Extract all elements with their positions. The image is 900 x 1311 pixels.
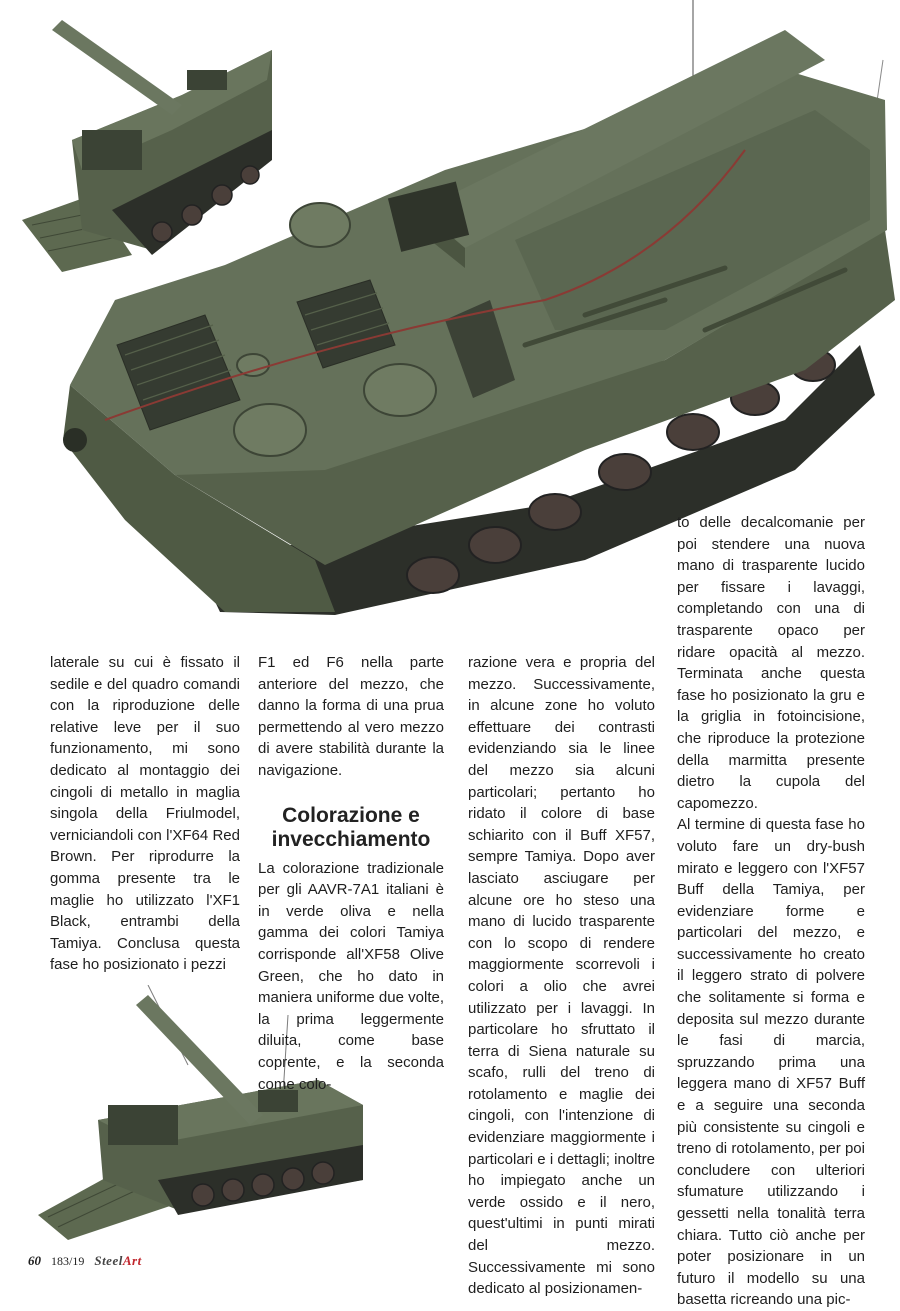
top-left-vehicle-photo <box>22 10 280 272</box>
column-4-paragraph-1: to delle decalcomanie per poi stendere una nuova mano di trasparente lucido per fissare i lavaggi, completando con una di trasparente opaco per ridare opacità al mezzo. Terminata anche questa fase ho posizionato la gru e la griglia in fotoincisione, che riproduce la protezione della marmitta presente dietro la cupola del capomezzo. <box>677 514 865 812</box>
text-column-3 <box>468 652 655 1300</box>
column-4-paragraph-2: Al termine di questa fase ho voluto fare un dry-bush mirato e leggero con l'XF57 Buff della Tamiya, per evidenziare forme e particolari del mezzo, e successivamente ho creato il leggero strato di polvere che solitamente si forma e deposita sul mezzo durante le fasi di marcia, spruzzando prima una leggera mano di XF57 Buff e a seguire una seconda più consistente su cingoli e treno di rotolamento, per poi concludere con ulteriori sfumature utilizzando i gessetti nella tonalità terra chiara. Tutto ciò anche per poter posizionare in un futuro il modello su una basetta ricreando una pic- <box>677 816 865 1309</box>
page-footer <box>28 1252 142 1270</box>
page-number: 60 <box>28 1253 41 1268</box>
issue-number: 183/19 <box>51 1253 85 1268</box>
text-column-1 <box>50 652 240 976</box>
column-1-paragraph: laterale su cui è fissato il sedile e del quadro comandi con la riproduzione delle relative leve per il suo funzionamento, mi sono dedicato al montaggio dei cingoli di metallo in maglia singola della Friulmodel, verniciandoli con l'XF64 Red Brown. Per riprodurre la gomma presente tra le maglie ho utilizzato l'XF1 Black, entrambi della Tamiya. Conclusa questa fase ho posizionato i pezzi <box>50 654 240 974</box>
column-2-paragraph-2: La colorazione tradizionale per gli AAVR-7A1 italiani è in verde oliva e nella gamma dei colori Tamiya corrisponde all'XF58 Olive Green, che ho dato in maniera uniforme due volte, la prima leggermente diluita, come base coprente, e la seconda come colo- <box>258 859 444 1093</box>
logo-main: Steel <box>94 1253 123 1268</box>
small-vehicle-illustration-1 <box>22 10 280 272</box>
column-3-paragraph: razione vera e propria del mezzo. Successivamente, in alcune zone ho voluto effettuare dei contrasti evidenziando sia le linee del mezzo sia alcuni particolari; pertanto ho ridato il colore di base schiarito con il Buff XF57, sempre Tamiya. Dopo aver lasciato asciugare per alcune ore ho steso una mano di lucido trasparente con lo scopo di rendere maggiormente scorrevoli i colori a olio che avrei utilizzato per i lavaggi. In particolare ho sfruttato il terra di Siena naturale su scafo, rulli del treno di rotolamento e maglie dei cingoli, con l'intenzione di evidenziare maggiormente i particolari e i dettagli; inoltre ho impiegato anche un verde ossido e il nero, quest'ultimi in punti mirati del mezzo. Successivamente mi sono dedicato al posizionamen- <box>468 654 655 1298</box>
column-2-paragraph-1: F1 ed F6 nella parte anteriore del mezzo, che danno la forma di una prua permettendo al vero mezzo di avere stabilità durante la navigazione. <box>258 654 444 779</box>
section-heading: Colorazione e invecchiamento <box>271 803 431 851</box>
text-column-2 <box>258 652 444 1095</box>
magazine-logo <box>94 1253 141 1269</box>
text-column-4 <box>677 512 865 1311</box>
logo-accent: Art <box>122 1253 142 1268</box>
